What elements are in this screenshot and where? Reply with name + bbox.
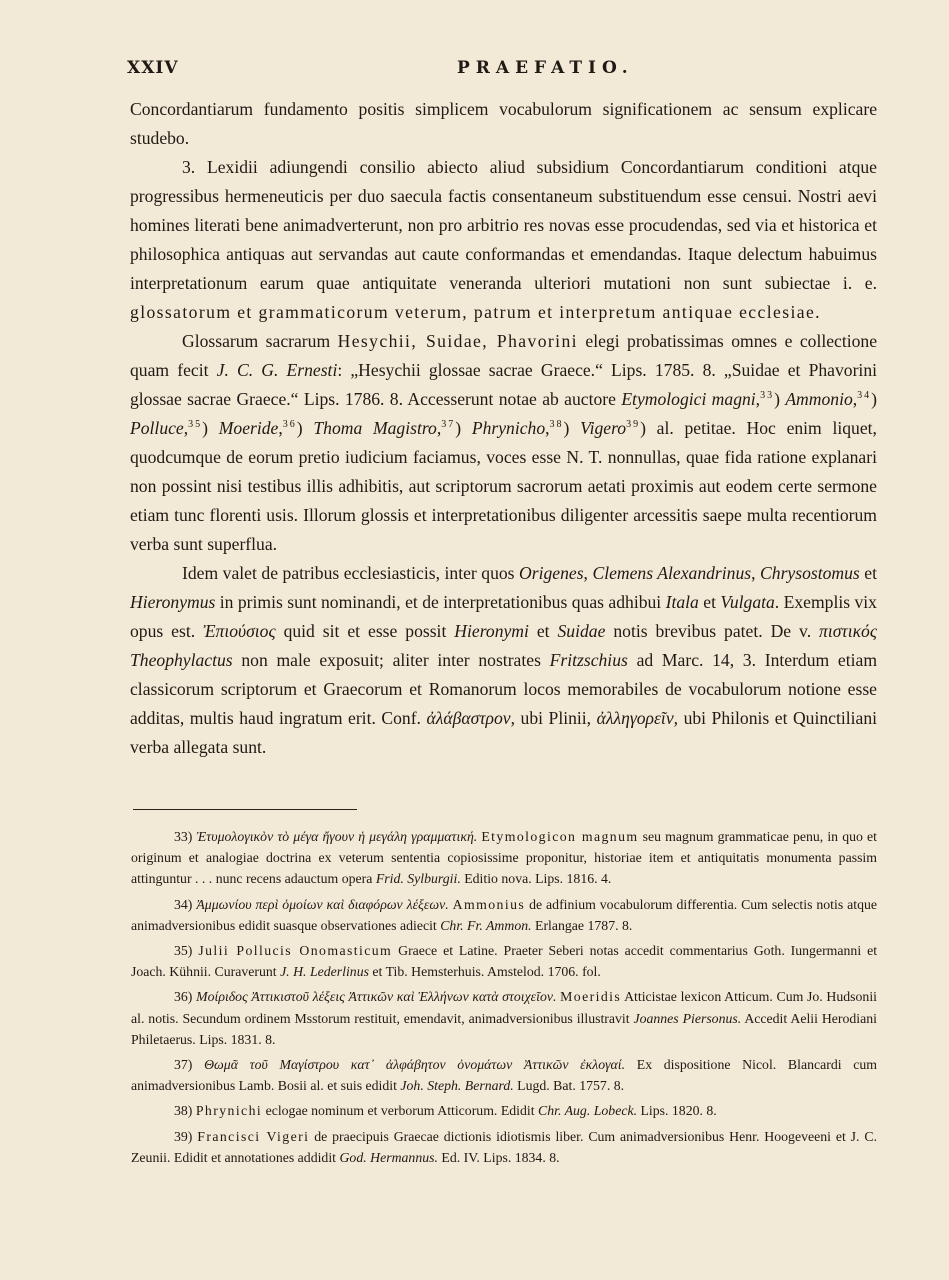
footnote-italic: Chr. Fr. Ammon. [440, 917, 532, 933]
ammonio-ref: Ammonio [785, 389, 853, 409]
thoma-ref: Thoma Magistro [313, 418, 437, 438]
footnote-spaced: Etymologicon magnum [481, 829, 639, 844]
hieronymus-name: Hieronymus [130, 592, 216, 612]
footnote-number: 33) [174, 829, 193, 844]
footnote-37 [131, 1054, 877, 1096]
footnote-divider [133, 809, 357, 810]
footnotes [131, 826, 877, 1172]
footnote-ref-34[interactable]: 34 [857, 390, 872, 402]
footnote-tail: Ed. IV. Lips. 1834. 8. [441, 1149, 560, 1165]
conjunction: et [703, 592, 716, 612]
footnote-ref-38[interactable]: 38 [549, 419, 564, 431]
footnote-tail: Accedit Aelii Herodiani Philetaerus. Lips. 1831. 8. [131, 1010, 877, 1047]
footnote-greek: Μοίριδος Ἀττικιστοῦ λέξεις Ἀττικῶν καὶ Ἑλλήνων κατὰ στοιχεῖον. [196, 989, 557, 1005]
footnote-ref-39[interactable]: 39 [626, 419, 641, 431]
p4-text-e: notis brevibus patet. De v. [613, 621, 812, 641]
footnote-italic: Frid. Sylburgii. [375, 871, 461, 887]
footnote-tail: Editio nova. Lips. 1816. 4. [464, 871, 612, 887]
footnote-number: 34) [174, 896, 193, 912]
paragraph-1: Concordantiarum fundamento positis simplicem vocabulorum significationem ac sensum explicare studebo. [130, 99, 877, 148]
footnote-italic: Chr. Aug. Lobeck. [538, 1103, 638, 1119]
footnote-ref-37[interactable]: 37 [441, 419, 456, 431]
footnote-text: eclogae nominum et verborum Atticorum. Edidit [265, 1103, 535, 1119]
paragraph-2-text: 3. Lexidii adiungendi consilio abiecto aliud subsidium Concordantiarum conditioni atque progressibus hermeneuticis per duo saecula factis consentaneum substituendum esse censui. Nostri aevi homines literati bene animadverterunt, non pro arbitrio res novas esse procudendas, sed via et historica et philosophica antiquas aut servandas aut caute conformandas et emendandas. Itaque delectum habuimus interpretationum earum quae antiquitate veneranda ulteriori mutationi non sunt subiectae i. e. [130, 157, 877, 293]
footnote-tail: Erlangae 1787. 8. [535, 917, 633, 933]
phrynicho-ref: Phrynicho [471, 418, 546, 438]
footnote-italic: God. Hermannus. [339, 1149, 438, 1165]
footnote-number: 37) [174, 1057, 193, 1073]
suidae-name: Suidae [557, 621, 606, 641]
footnote-tail: Lips. 1820. 8. [640, 1103, 717, 1119]
p4-text-d: quid sit et esse possit [283, 621, 447, 641]
conjunction: et [536, 621, 550, 641]
footnote-spaced: Francisci Vigeri [197, 1128, 310, 1144]
p3-text-c: : „Hesychii glossae sacrae Graece.“ Lips. 1785. 8. „Suidae et Phavorini glossae sacrae Graece.“ Lips. 1786. 8. Accesserunt notae ab auctore [130, 360, 878, 409]
paragraph-2 [130, 153, 877, 327]
footnote-33 [131, 826, 877, 890]
spaced-phrase: glossatorum et grammaticorum veterum, patrum et interpretum antiquae ecclesiae. [130, 302, 821, 322]
fritzschius-name: Fritzschius [549, 650, 628, 670]
itala-name: Itala [665, 592, 699, 612]
footnote-ref-36[interactable]: 36 [282, 419, 297, 431]
p3-text-b: elegi probatissimas omnes e collectione quam fecit [130, 331, 878, 380]
footnote-text: de praecipuis Graecae dictionis idiotismis liber. Cum animadversionibus Henr. Hoogeveeni et J. C. Zeunii. Edidit et annotationes addidit [131, 1128, 878, 1165]
footnote-text: de adfinium vocabulorum differentia. Cum selectis notis atque animadversionibus edidit suasque observationes adiecit [131, 896, 878, 933]
footnote-text: Graece et Latine. Praeter Seberi notas accedit commentarius Goth. Iungermanni et Joach. Kühnii. Curaverunt [131, 943, 878, 980]
polluce-ref: Polluce [130, 418, 184, 438]
footnote-text: Atticistae lexicon Atticum. Cum Jo. Hudsonii al. notis. Secundum ordinem Msstorum restituit, emendavit, animadversionibus illustravit [131, 989, 877, 1026]
etymologicum-ref: Etymologici magni [621, 389, 756, 409]
hieronymi-name: Hieronymi [454, 621, 529, 641]
footnote-number: 39) [174, 1128, 193, 1144]
footnote-ref-35[interactable]: 35 [188, 419, 203, 431]
footnote-number: 38) [174, 1103, 193, 1119]
footnote-39 [131, 1126, 877, 1168]
footnote-35 [131, 940, 877, 982]
footnote-spaced: Phrynichi [195, 1103, 263, 1119]
footnote-spaced: Julii Pollucis Onomasticum [198, 943, 393, 959]
p4-text-g: ad Marc. 14, 3. Interdum etiam classicorum scriptorum et Graecorum et Romanorum locos memorabiles de vocabulorum notione esse additas, multis haud ingratum erit. Conf. [130, 650, 877, 728]
footnote-ref-33[interactable]: 33 [760, 390, 775, 402]
page-number: XXIV [127, 58, 179, 78]
footnote-italic: J. H. Lederlinus [280, 964, 369, 980]
greek-word: ἀλληγορεῖν, [596, 708, 679, 728]
p3-text-d: al. petitae. Hoc enim liquet, quodcumque de eorum pretio iudicium faciamus, voces esse N. T. nonnullas, quae fida ratione explanari non possint nisi testibus illis adhibitis, aut scriptorum sacrorum aetati proximis aut eodem certe sermone etiam tunc florenti usis. Illorum glossis et interpretationibus diligenter arcessitis saepe multa recentiorum verba sunt superflua. [130, 418, 877, 554]
footnote-greek: Θωμᾶ τοῦ Μαγίστρου κατ᾽ ἀλφάβητον ὀνομάτων Ἀττικῶν ἐκλογαί. [204, 1057, 626, 1073]
paragraph-3: Glossarum sacrarum Hesychii, Suidae, Phavorini elegi probatissimas omnes e collectione quam fecit J. C. G. Ernesti: „Hesychii glossae sacrae Graece.“ Lips. 1785. 8. „Suidae et Phavorini glossae sacrae Graece.“ Lips. 1786. 8. Accesserunt notae ab auctore Etymologici magni,$^{33}$) Ammonio,$^{34}$) Polluce,$^{35}$) Moeride,$^{36}$) Thoma Magistro,$^{37}$) Phrynicho,$^{38}$) Vigero$^{39}$) al. petitae. Hoc enim liquet, quodcumque de eorum pretio iudicium faciamus, voces esse N. T. nonnullas, quae fida ratione explanari non possint nisi testibus illis adhibitis, aut scriptorum sacrorum aetati proximis aut eodem certe sermone etiam tunc florenti usis. Illorum glossis et interpretationibus diligenter arcessitis saepe multa recentiorum verba sunt superflua. [130, 331, 878, 554]
footnote-number: 35) [174, 943, 193, 959]
footnote-number: 36) [174, 989, 193, 1005]
footnote-tail: et Tib. Hemsterhuis. Amstelod. 1706. fol. [372, 964, 601, 980]
paragraph-4: Idem valet de patribus ecclesiasticis, inter quos Origenes, Clemens Alexandrinus, Chrysostomus et Hieronymus in primis sunt nominandi, et de interpretationibus quas adhibui Itala et Vulgata. Exemplis vix opus est. Ἐπιούσιος quid sit et esse possit Hieronymi et Suidae notis brevibus patet. De v. πιστικός Theophylactus non male exposuit; aliter inter nostrates Fritzschius ad Marc. 14, 3. Interdum etiam classicorum scriptorum et Graecorum et Romanorum locos memorabiles de vocabulorum notione esse additas, multis haud ingratum erit. Conf. ἀλάβαστρον, ubi Plinii, ἀλληγορεῖν, ubi Philonis et Quinctiliani verba allegata sunt. [130, 563, 878, 757]
origenes-name: Origenes [519, 563, 584, 583]
page-header [127, 58, 877, 82]
p4-text-f: non male exposuit; aliter inter nostrates [241, 650, 541, 670]
footnote-text: seu magnum grammaticae penu, in quo et originum et analogiae doctrina ex veterum sententia copiosissime proponitur, historiae item et antiquitatis monumenta passim attinguntur . . . nunc recens adauctum opera [131, 829, 877, 887]
footnote-tail: Lugd. Bat. 1757. 8. [517, 1078, 625, 1094]
glossator-names: Hesychii, Suidae, Phavorini [337, 331, 578, 351]
p4-text-b: in primis sunt nominandi, et de interpretationibus quas adhibui [219, 592, 662, 612]
footnote-greek: Ἐτυμολογικὸν τὸ μέγα ἤγουν ἡ μεγάλη γραμματική. [196, 829, 478, 844]
p4-text-c: . Exemplis vix opus est. [130, 592, 877, 641]
clemens-name: Clemens Alexandrinus [592, 563, 752, 583]
footnote-spaced: Ammonius [452, 896, 526, 912]
p4-text-i: ubi Philonis et Quinctiliani verba allegata sunt. [130, 708, 878, 757]
footnote-34 [131, 894, 877, 936]
ernesti-name: J. C. G. Ernesti [216, 360, 338, 380]
vigero-ref: Vigero [580, 418, 627, 438]
footnote-spaced: Moeridis [560, 989, 622, 1005]
main-text [130, 95, 877, 762]
theophylactus-name: Theophylactus [130, 650, 233, 670]
footnote-greek: Ἀμμωνίου περὶ ὁμοίων καὶ διαφόρων λέξεων. [196, 896, 449, 912]
conjunction: et [864, 563, 877, 583]
footnote-italic: Joannes Piersonus. [633, 1010, 742, 1026]
chrysostomus-name: Chrysostomus [760, 563, 860, 583]
footnote-38 [131, 1100, 877, 1121]
vulgata-name: Vulgata [720, 592, 775, 612]
moeride-ref: Moeride [218, 418, 279, 438]
running-title: PRAEFATIO. [457, 58, 634, 78]
greek-word: ἀλάβαστρον, [426, 708, 516, 728]
p4-text-a: Idem valet de patribus ecclesiasticis, inter quos [182, 563, 515, 583]
greek-word: πιστικός [819, 621, 877, 641]
greek-word: Ἐπιούσιος [203, 621, 276, 641]
footnote-italic: Joh. Steph. Bernard. [400, 1078, 514, 1094]
p4-text-h: ubi Plinii, [520, 708, 592, 728]
footnote-36 [131, 986, 877, 1050]
footnote-text: Ex dispositione Nicol. Blancardi cum animadversionibus Lamb. Bosii al. et suis edidit [131, 1057, 877, 1094]
p3-text-a: Glossarum sacrarum [182, 331, 331, 351]
